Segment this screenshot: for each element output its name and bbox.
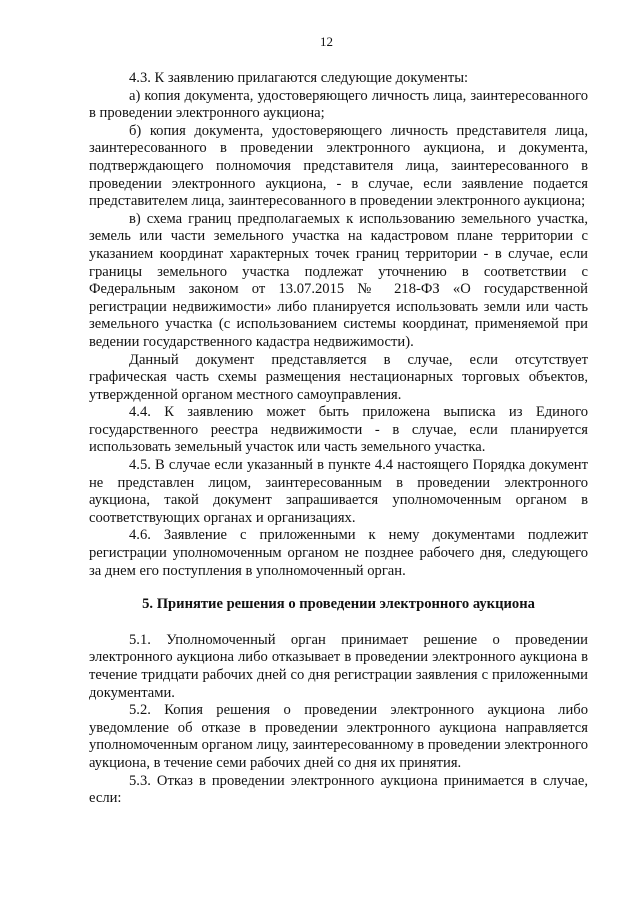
paragraph-4-3: 4.3. К заявлению прилагаются следующие документы: bbox=[129, 70, 469, 86]
paragraph-4-3-v: в) схема границ предполагаемых к использованию земельного участка, земель или части земельного участка на кадастровом плане территории с указанием координат характерных точек границ территории - в случае, если границы земельного участка подлежат уточнению в соответствии с Федеральным законом от 13.07.2015 № 218-ФЗ «О государственной регистрации недвижимости» либо планируется использовать земли или часть земельного участка (с использованием системы координат, применяемой при ведении государственного кадастра недвижимости). bbox=[89, 210, 588, 350]
paragraph-5-2: 5.2. Копия решения о проведении электронного аукциона либо уведомление об отказе в проведении электронного аукциона направляется уполномоченным органом лицу, заинтересованному в проведении электронного аукциона, в течение семи рабочих дней со дня их принятия. bbox=[89, 702, 588, 771]
section-4-body bbox=[89, 70, 588, 580]
section-5-heading: 5. Принятие решения о проведении электронного аукциона bbox=[142, 596, 535, 613]
paragraph-4-3-a: а) копия документа, удостоверяющего личность лица, заинтересованного в проведении электронного аукциона; bbox=[89, 87, 588, 122]
section-5-body bbox=[89, 632, 588, 808]
paragraph-5-1: 5.1. Уполномоченный орган принимает решение о проведении электронного аукциона либо отказывает в проведении электронного аукциона в течение тридцати рабочих дней со дня регистрации заявления с приложенными документами. bbox=[89, 631, 588, 701]
page-number: 12 bbox=[320, 34, 333, 49]
paragraph-5-3: 5.3. Отказ в проведении электронного аукциона принимается в случае, если: bbox=[89, 772, 588, 807]
paragraph-4-6: 4.6. Заявление с приложенными к нему документами подлежит регистрации уполномоченным органом не позднее рабочего дня, следующего за днем его поступления в уполномоченный орган. bbox=[89, 527, 588, 579]
paragraph-4-3-note: Данный документ представляется в случае, если отсутствует графическая часть схемы размещения нестационарных торговых объектов, утвержденной органом местного самоуправления. bbox=[89, 351, 588, 403]
paragraph-4-5: 4.5. В случае если указанный в пункте 4.4 настоящего Порядка документ не представлен лицом, заинтересованным в проведении электронного аукциона, такой документ запрашивается уполномоченным органом в соответствующих органах и организациях. bbox=[89, 457, 588, 526]
paragraph-4-4: 4.4. К заявлению может быть приложена выписка из Единого государственного реестра недвижимости - в случае, если планируется использовать земельный участок или часть земельного участка. bbox=[89, 404, 588, 456]
paragraph-4-3-b: б) копия документа, удостоверяющего личность представителя лица, заинтересованного в проведении электронного аукциона, и документа, подтверждающего полномочия представителя лица, заинтересованного в проведении электронного аукциона, - в случае, если заявление подается представителем лица, заинтересованного в проведении электронного аукциона; bbox=[89, 122, 588, 210]
